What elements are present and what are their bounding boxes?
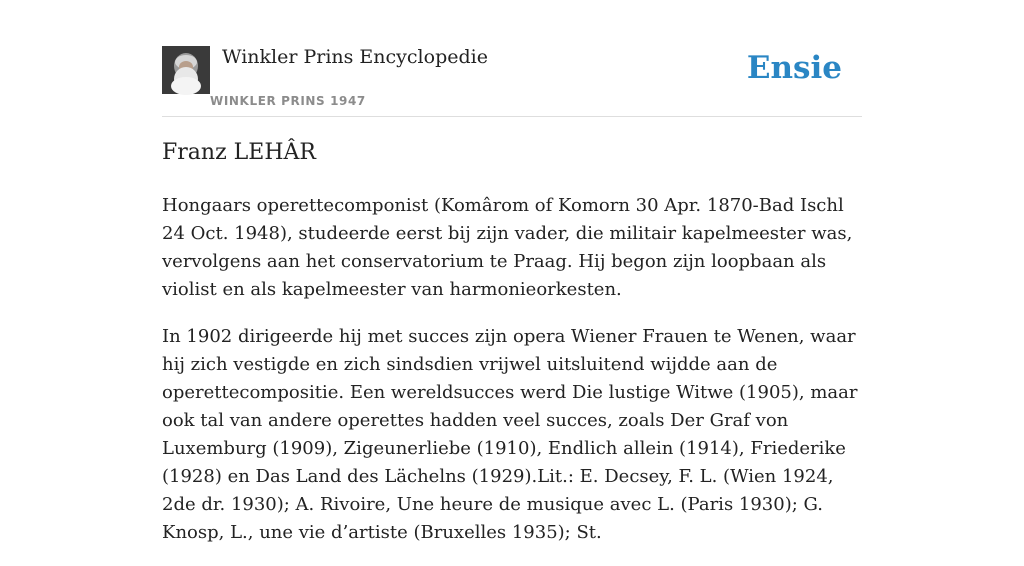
article-paragraph: In 1902 dirigeerde hij met succes zijn opera Wiener Frauen te Wenen, waar hij zich vestigde en zich sindsdien vrijwel uitsluitend wijdde aan de operettecompositie. Een wereldsucces werd Die lustige Witwe (1905), maar ook tal van andere operettes hadden veel succes, zoals Der Graf von Luxemburg (1909), Zigeunerliebe (1910), Endlich allein (1914), Friederike (1928) en Das Land des Lächelns (1929).Lit.: E. Decsey, F. L. (Wien 1924, 2de dr. 1930); A. Rivoire, Une heure de musique avec L. (Paris 1930); G. Knosp, L., une vie d’artiste (Bruxelles 1935); St. [162, 326, 858, 543]
site-name[interactable]: Winkler Prins Encyclopedie [222, 46, 488, 68]
portrait-image [162, 46, 210, 94]
ensie-logo[interactable]: Ensie [746, 50, 842, 86]
article-paragraph: Hongaars operettecomponist (Komârom of Komorn 30 Apr. 1870-Bad Ischl 24 Oct. 1948), studeerde eerst bij zijn vader, die militair kapelmeester was, vervolgens aan het conservatorium te Praag. Hij begon zijn loopbaan als violist en als kapelmeester van harmonieorkesten. [162, 195, 853, 300]
article-title: Franz LEHÂR [162, 140, 316, 165]
source-avatar[interactable] [162, 46, 210, 94]
site-header [162, 46, 862, 117]
article-body [162, 192, 862, 566]
source-tag[interactable]: WINKLER PRINS 1947 [210, 94, 366, 108]
